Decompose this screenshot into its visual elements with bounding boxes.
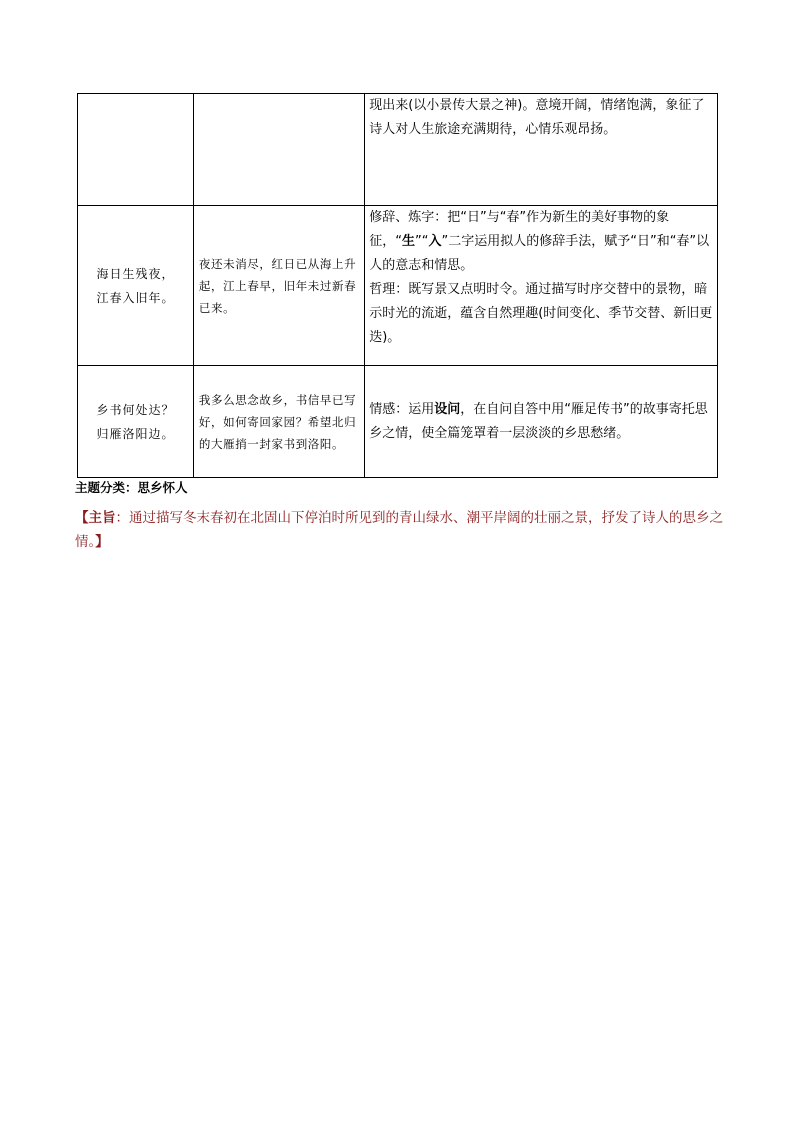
poem-line: 归雁洛阳边。: [96, 426, 175, 441]
analysis-text: ”“: [414, 234, 429, 249]
poem-analysis-table: [77, 93, 718, 478]
poem-line: 乡书何处达？: [96, 402, 175, 417]
analysis-text: ，在自问自答中用“雁足传书”的故事寄托思乡之情，使全篇笼罩着一层淡淡的乡思愁绪。: [369, 401, 708, 441]
translation-cell: [193, 94, 364, 206]
analysis-philosophy: 哲理：既写景又点明时令。通过描写时序交替中的景物，暗示时光的流逝，蕴含自然理趣(时间变化、季节交替、新旧更迭)。: [369, 282, 713, 345]
keyword: 设问: [434, 401, 461, 417]
analysis-rhetoric: [369, 206, 713, 278]
analysis-text: 情感：运用: [369, 401, 435, 417]
quote-cell: [78, 206, 194, 366]
table-row: [78, 206, 718, 366]
main-idea-label: 主旨: [88, 510, 116, 526]
main-idea-text: 通过描写冬末春初在北固山下停泊时所见到的青山绿水、潮平岸阔的壮丽之景，抒发了诗人的思乡之情。: [75, 510, 723, 550]
keyword: 生: [401, 234, 415, 249]
main-idea: [75, 506, 723, 554]
analysis-text: 修辞、炼字：把“日”与“春”作为新生的美好事物的象征，“: [369, 210, 670, 249]
analysis-emotion: [369, 398, 713, 446]
analysis-text: 现出来(以小景传大景之神)。意境开阔，情绪饱满，象征了诗人对人生旅途充满期待，心情乐观昂扬。: [369, 98, 705, 137]
theme-category: 主题分类：思乡怀人: [75, 480, 188, 495]
table-row: [78, 94, 718, 206]
keyword: 入: [428, 234, 442, 249]
bracket: 【: [75, 510, 89, 526]
quote-cell: [78, 94, 194, 206]
colon: ：: [115, 510, 129, 526]
table-row: [78, 366, 718, 478]
bracket: 】: [95, 534, 109, 550]
analysis-cell: [365, 366, 718, 478]
poem-line: 海日生残夜，: [96, 266, 175, 281]
analysis-cell: [365, 206, 718, 366]
analysis-cell: [365, 94, 718, 206]
analysis-text: ”二字运用拟人的修辞手法，赋予“日”和“春”以人的意志和情思。: [369, 234, 710, 273]
quote-cell: [78, 366, 194, 478]
poem-line: 江春入旧年。: [96, 290, 175, 305]
translation-cell: 夜还未消尽，红日已从海上升起，江上春早，旧年未过新春已来。: [193, 206, 364, 366]
translation-cell: 我多么思念故乡，书信早已写好，如何寄回家园？希望北归的大雁捎一封家书到洛阳。: [193, 366, 364, 478]
